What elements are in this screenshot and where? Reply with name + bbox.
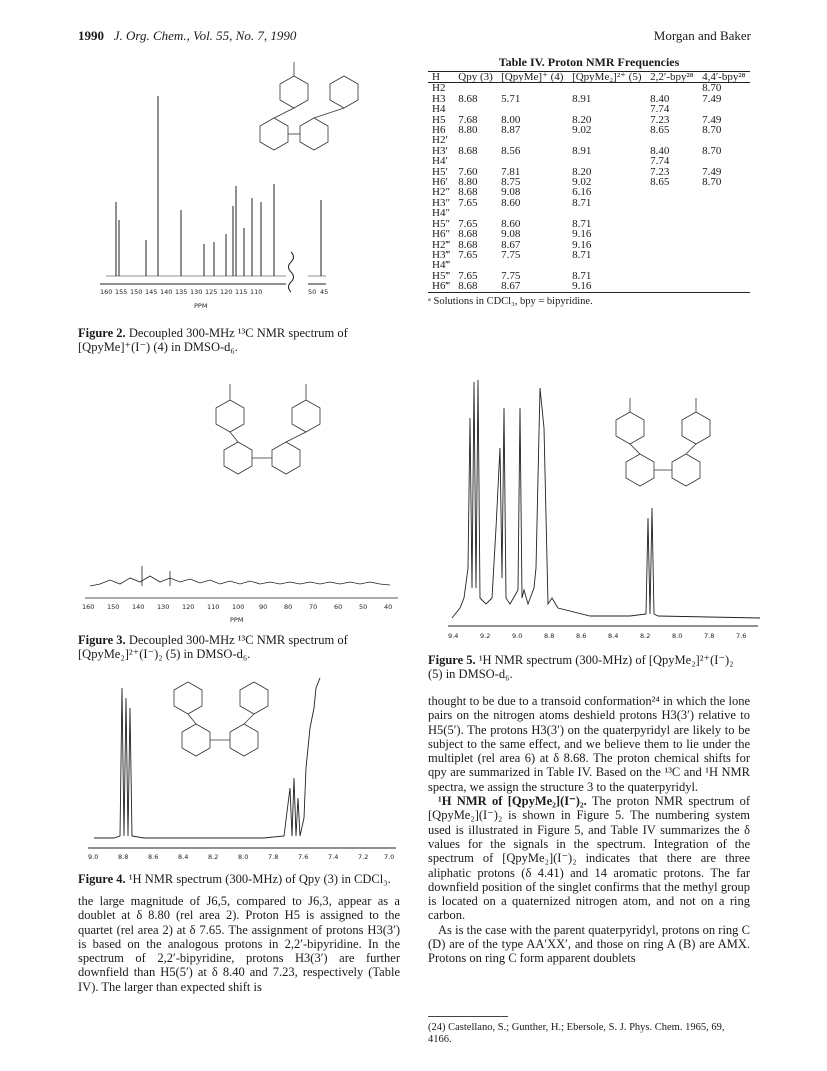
- figure3-text: Decoupled 300-MHz ¹³C NMR spectrum of [QpyMe₂]²⁺(I⁻)₂ (5) in DMSO-d₆.: [78, 633, 348, 661]
- fig2-tick-label: 45: [320, 288, 329, 296]
- table-cell: 8.87: [501, 124, 521, 137]
- table-cell: 8.71: [572, 196, 592, 209]
- table-cell: 8.65: [650, 124, 670, 137]
- table-cell: H6‴: [432, 280, 451, 293]
- fig4-tick-label: 8.6: [148, 853, 159, 861]
- table-cell: H2′: [432, 134, 448, 147]
- fig2-tick-label: 155: [115, 288, 128, 296]
- fig5-tick-label: 7.6: [736, 632, 747, 640]
- table-cell: 8.40: [650, 144, 670, 157]
- table-cell: 8.68: [458, 92, 478, 105]
- table-header: Qpy (3): [458, 71, 493, 83]
- table-header: 4,4′-bpy²⁸: [702, 71, 746, 83]
- table-cell: 7.49: [702, 92, 722, 105]
- table-cell: 8.68: [458, 238, 478, 251]
- table-cell: 8.40: [650, 92, 670, 105]
- fig2-tick-label: 115: [235, 288, 248, 296]
- table-cell: 6.16: [572, 186, 592, 199]
- table-cell: [698, 281, 750, 291]
- figure3-label: Figure 3.: [78, 633, 126, 647]
- table-header: H: [432, 71, 440, 83]
- table-cell: [646, 240, 698, 250]
- figure3-structure: [216, 384, 320, 474]
- figure2-structure: [260, 62, 358, 150]
- fig5-tick-label: 7.8: [704, 632, 715, 640]
- fig3-tick-label: 100: [232, 603, 245, 611]
- fig3-tick-label: 110: [207, 603, 220, 611]
- fig2-unit-label: PPM: [194, 302, 208, 310]
- page-header-authors: Morgan and Baker: [653, 28, 751, 43]
- table-cell: H5′: [432, 165, 448, 178]
- table-cell: 7.49: [702, 113, 722, 126]
- table-cell: 8.20: [572, 113, 592, 126]
- figure4-peaks: [88, 678, 396, 848]
- table-row: [428, 125, 750, 135]
- table-cell: 8.70: [702, 144, 722, 157]
- footnote-rule: [428, 1016, 508, 1017]
- table-cell: [646, 281, 698, 291]
- fig5-tick-label: 9.0: [512, 632, 523, 640]
- table-cell: 8.68: [458, 186, 478, 199]
- table-cell: 8.56: [501, 144, 521, 157]
- table-cell: [698, 271, 750, 281]
- fig5-tick-label: 9.2: [480, 632, 491, 640]
- fig4-tick-label: 7.0: [384, 853, 395, 861]
- figure5-text: ¹H NMR spectrum (300-MHz) of [QpyMe₂]²⁺(I⁻)₂ (5) in DMSO-d₆.: [428, 653, 734, 681]
- table-cell: H5‴: [432, 269, 451, 282]
- fig2-tick-label: 125: [205, 288, 218, 296]
- table-header: [QpyMe₂]²⁺ (5): [572, 71, 642, 83]
- figure4-caption: [78, 872, 400, 886]
- table-cell: 9.16: [572, 280, 592, 293]
- fig3-unit-label: PPM: [230, 616, 244, 624]
- table-cell: 9.02: [572, 176, 592, 189]
- fig3-tick-label: 120: [182, 603, 195, 611]
- fig3-tick-label: 160: [82, 603, 95, 611]
- right-column-text: [428, 694, 750, 966]
- table-cell: 8.71: [572, 269, 592, 282]
- figure3-caption: [78, 633, 400, 661]
- table-cell: 9.16: [572, 238, 592, 251]
- table-cell: 8.71: [572, 217, 592, 230]
- fig5-tick-label: 9.4: [448, 632, 459, 640]
- fig2-tick-label: 150: [130, 288, 143, 296]
- table-wrapper: [428, 71, 750, 308]
- fig3-tick-label: 130: [157, 603, 170, 611]
- table-cell: 8.91: [572, 92, 592, 105]
- table-footnote: ᵃ Solutions in CDCl₃, bpy = bipyridine.: [428, 295, 593, 307]
- fig5-tick-label: 8.8: [544, 632, 555, 640]
- fig2-tick-label: 135: [175, 288, 188, 296]
- table-cell: 8.67: [501, 238, 521, 251]
- table-cell: 9.08: [501, 186, 521, 199]
- table-cell: [698, 250, 750, 260]
- fig2-tick-label: 160: [100, 288, 113, 296]
- table-cell: 8.80: [458, 124, 478, 137]
- table-header: 2,2′-bpy²⁸: [650, 71, 694, 83]
- figure4-axis-labels: [88, 853, 394, 861]
- table-cell: 8.60: [501, 196, 521, 209]
- table-cell: 8.68: [458, 228, 478, 241]
- table-cell: 8.71: [572, 248, 592, 261]
- fig4-tick-label: 8.8: [118, 853, 129, 861]
- table-cell: 8.20: [572, 165, 592, 178]
- page-header-left: [78, 28, 296, 44]
- section-heading: ¹H NMR of [QpyMe₂](I⁻)₂.: [438, 794, 587, 809]
- fig5-tick-label: 8.2: [640, 632, 651, 640]
- table-cell: 5.71: [501, 92, 521, 105]
- table-cell: 7.68: [458, 113, 478, 126]
- table-cell: H6″: [432, 228, 451, 241]
- figure2-caption: [78, 326, 400, 354]
- fig4-tick-label: 8.4: [178, 853, 189, 861]
- left-column-paragraph: the large magnitude of J6,5, compared to J6,3, appear as a doublet at δ 8.80 (rel area 2). Proton H5 is assigned to the quartet (rel area 2) at δ 7.65. The assignment of protons H3(3′) is based on the analogous protons in 2,2′-bipyridine. In the spectrum of 2,2′-bipyridine, protons H3(3′) are further downfield than H5(5′) at δ 8.40 and 7.23, respectively (Table IV). The larger than expected shift is: [78, 894, 400, 994]
- table-cell: 7.23: [650, 165, 670, 178]
- right-paragraph-2: [428, 794, 750, 923]
- page-number: 1990: [78, 28, 104, 43]
- fig2-tick-label: 130: [190, 288, 203, 296]
- fig2-tick-label: 50: [308, 288, 317, 296]
- table-row: [428, 229, 750, 239]
- table-cell: 8.68: [458, 280, 478, 293]
- table-cell: H4′: [432, 155, 448, 168]
- figure2-text: Decoupled 300-MHz ¹³C NMR spectrum of [QpyMe]⁺(I⁻) (4) in DMSO-d₆.: [78, 326, 348, 354]
- figure5-structure: [616, 398, 710, 486]
- table-cell: 8.70: [702, 176, 722, 189]
- table-cell: 9.02: [572, 124, 592, 137]
- fig4-tick-label: 7.8: [268, 853, 279, 861]
- table-cell: H2‴: [432, 238, 451, 251]
- table-cell: 8.65: [650, 176, 670, 189]
- table-cell: 7.65: [458, 269, 478, 282]
- table-cell: [646, 208, 698, 218]
- table-cell: H3″: [432, 196, 451, 209]
- table-cell: [646, 229, 698, 239]
- figure5-peaks: [448, 380, 760, 626]
- fig2-tick-label: 110: [250, 288, 263, 296]
- figure4-text: ¹H NMR spectrum (300-MHz) of Qpy (3) in CDCl₃.: [128, 872, 391, 886]
- table-header-row: [428, 72, 750, 83]
- table-cell: 7.65: [458, 248, 478, 261]
- table-cell: 9.08: [501, 228, 521, 241]
- table-cell: 8.80: [458, 176, 478, 189]
- fig4-tick-label: 8.2: [208, 853, 219, 861]
- table-row: [428, 281, 750, 291]
- table-cell: 8.70: [702, 124, 722, 137]
- figure5-caption: [428, 653, 750, 681]
- journal-citation: J. Org. Chem., Vol. 55, No. 7, 1990: [113, 28, 297, 43]
- table-cell: 7.49: [702, 165, 722, 178]
- table-cell: [646, 198, 698, 208]
- fig3-tick-label: 70: [309, 603, 318, 611]
- right-paragraph-3: As is the case with the parent quaterpyridyl, protons on ring C (D) are of the type AA′XX′, and those on ring A (B) are AMX. Protons on ring C form apparent doublets: [428, 922, 750, 966]
- table-cell: H2″: [432, 186, 451, 199]
- table-cell: 8.70: [702, 82, 722, 95]
- table-cell: H3: [432, 92, 446, 105]
- figure2-peaks: [100, 96, 326, 292]
- figure4-spectrum: [84, 668, 402, 868]
- table-cell: H3′: [432, 144, 448, 157]
- table-cell: 8.00: [501, 113, 521, 126]
- table-cell: H5: [432, 113, 446, 126]
- fig3-tick-label: 90: [259, 603, 268, 611]
- table-cell: [646, 219, 698, 229]
- table-cell: 8.60: [501, 217, 521, 230]
- table-cell: 8.75: [501, 176, 521, 189]
- figure2-axis-labels: [100, 288, 328, 310]
- fig3-tick-label: 40: [384, 603, 393, 611]
- table-cell: 9.16: [572, 228, 592, 241]
- figure5-axis-labels: [448, 632, 746, 640]
- figure5-spectrum: [440, 368, 765, 648]
- reference-footnote: (24) Castellano, S.; Gunther, H.; Ebersole, S. J. Phys. Chem. 1965, 69, 4166.: [428, 1022, 725, 1045]
- fig4-tick-label: 7.6: [298, 853, 309, 861]
- fig2-tick-label: 120: [220, 288, 233, 296]
- table-cell: 7.81: [501, 165, 521, 178]
- fig3-tick-label: 80: [284, 603, 293, 611]
- fig3-tick-label: 50: [359, 603, 368, 611]
- table-cell: 8.67: [501, 280, 521, 293]
- table-cell: H5″: [432, 217, 451, 230]
- table-cell: H3‴: [432, 248, 451, 261]
- table-cell: H4″: [432, 207, 451, 220]
- table-cell: [698, 198, 750, 208]
- table-row: [428, 94, 750, 104]
- table-cell: [698, 187, 750, 197]
- table-cell: 7.65: [458, 217, 478, 230]
- figure5-label: Figure 5.: [428, 653, 476, 667]
- table-row: [428, 250, 750, 260]
- table-cell: 7.75: [501, 248, 521, 261]
- table-cell: H4: [432, 103, 446, 116]
- table-cell: [698, 260, 750, 270]
- table-cell: H6: [432, 124, 446, 137]
- table-cell: 7.65: [458, 196, 478, 209]
- fig2-tick-label: 145: [145, 288, 158, 296]
- table-row: [428, 198, 750, 208]
- table-cell: [698, 229, 750, 239]
- table-cell: H2: [432, 82, 446, 95]
- fig5-tick-label: 8.4: [608, 632, 619, 640]
- figure3-axis-labels: [82, 603, 392, 624]
- proton-nmr-table: [428, 72, 750, 292]
- table-cell: [698, 240, 750, 250]
- table-cell: [698, 219, 750, 229]
- table-title: Table IV. Proton NMR Frequencies: [498, 55, 680, 69]
- right-paragraph-2-body: The proton NMR spectrum of [QpyMe₂](I⁻)₂ is shown in Figure 5. The numbering system used is illustrated in Figure 5, and Table IV summarizes the δ values for the signals in the spectrum. Integration of the spectrum of [QpyMe₂](I⁻)₂ indicates that there are three aliphatic protons (δ 4.41) and 14 aromatic protons. The far downfield position of the singlet confirms that the methyl group is located on a quaternized nitrogen atom, and not on a ring carbon.: [428, 794, 750, 923]
- table-cell: H4‴: [432, 259, 451, 272]
- table-cell: 7.23: [650, 113, 670, 126]
- figure2-spectrum: [86, 52, 416, 324]
- table-cell: [698, 208, 750, 218]
- table-header: [QpyMe]⁺ (4): [501, 71, 564, 83]
- right-paragraph-1: thought to be due to a transoid conformation²⁴ in which the lone pairs on the nitrogen atoms deshield protons H3(3′) relative to H5(5′). The protons H3(3′) on the quaterpyridyl are likely to be subject to the same effect, and we believe them to lie under the multiplet (rel area 6) at δ 8.68. The proton chemical shifts for qpy are summarized in Table IV. Based on the ¹³C and ¹H NMR spectra, we assign the structure 3 to the quaterpyridyl.: [428, 694, 750, 794]
- fig3-tick-label: 150: [107, 603, 120, 611]
- table-cell: [646, 271, 698, 281]
- table-cell: 7.74: [650, 103, 670, 116]
- table-cell: 7.75: [501, 269, 521, 282]
- table-cell: 7.60: [458, 165, 478, 178]
- table-cell: 7.74: [650, 155, 670, 168]
- fig4-tick-label: 7.4: [328, 853, 339, 861]
- fig2-tick-label: 140: [160, 288, 173, 296]
- table-row: [428, 146, 750, 156]
- figure3-baseline: [85, 566, 398, 598]
- table-cell: 8.68: [458, 144, 478, 157]
- fig4-tick-label: 7.2: [358, 853, 369, 861]
- fig3-tick-label: 60: [334, 603, 343, 611]
- table-cell: [646, 260, 698, 270]
- table-cell: 8.91: [572, 144, 592, 157]
- figure4-label: Figure 4.: [78, 872, 126, 886]
- figure2-label: Figure 2.: [78, 326, 126, 340]
- figure3-spectrum: [80, 366, 405, 628]
- fig5-tick-label: 8.0: [672, 632, 683, 640]
- fig3-tick-label: 140: [132, 603, 145, 611]
- fig4-tick-label: 9.0: [88, 853, 99, 861]
- figure4-structure: [174, 682, 268, 756]
- table-cell: [646, 187, 698, 197]
- fig4-tick-label: 8.0: [238, 853, 249, 861]
- table-cell: [646, 250, 698, 260]
- fig5-tick-label: 8.6: [576, 632, 587, 640]
- table-cell: H6′: [432, 176, 448, 189]
